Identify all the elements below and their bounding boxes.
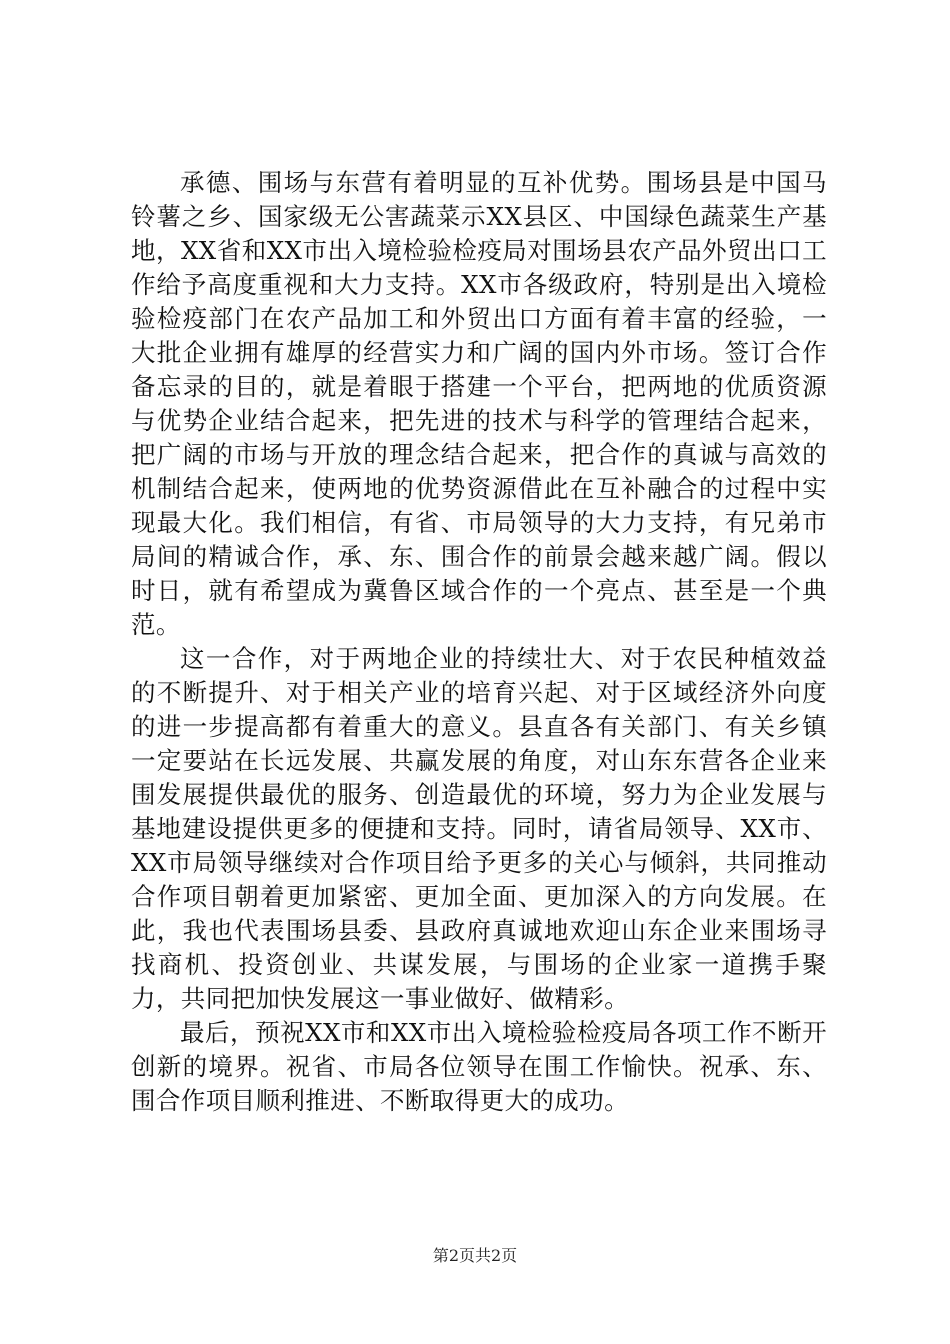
page-total: 共2页 [475, 1246, 518, 1265]
page-number: 第2页 [432, 1246, 475, 1265]
paragraph: 这一合作，对于两地企业的持续壮大、对于农民种植效益的不断提升、对于相关产业的培育兴起、对于区域经济外向度的进一步提高都有着重大的意义。县直各有关部门、有关乡镇一定要站在长远发展、共赢发展的角度，对山东东营各企业来围发展提供最优的服务、创造最优的环境，努力为企业发展与基地建设提供更多的便捷和支持。同时，请省局领导、XX市、XX市局领导继续对合作项目给予更多的关心与倾斜，共同推动合作项目朝着更加紧密、更加全面、更加深入的方向发展。在此，我也代表围场县委、县政府真诚地欢迎山东企业来围场寻找商机、投资创业、共谋发展，与围场的企业家一道携手聚力，共同把加快发展这一事业做好、做精彩。 [131, 644, 827, 1013]
paragraph: 最后，预祝XX市和XX市出入境检验检疫局各项工作不断开创新的境界。祝省、市局各位领导在围工作愉快。祝承、东、围合作项目顺利推进、不断取得更大的成功。 [131, 1018, 827, 1115]
page-footer [0, 1246, 950, 1266]
paragraph: 承德、围场与东营有着明显的互补优势。围场县是中国马铃薯之乡、国家级无公害蔬菜示XX县区、中国绿色蔬菜生产基地，XX省和XX市出入境检验检疫局对围场县农产品外贸出口工作给予高度重视和大力支持。XX市各级政府，特别是出入境检验检疫部门在农产品加工和外贸出口方面有着丰富的经验，一大批企业拥有雄厚的经营实力和广阔的国内外市场。签订合作备忘录的目的，就是着眼于搭建一个平台，把两地的优质资源与优势企业结合起来，把先进的技术与科学的管理结合起来，把广阔的市场与开放的理念结合起来，把合作的真诚与高效的机制结合起来，使两地的优势资源借此在互补融合的过程中实现最大化。我们相信，有省、市局领导的大力支持，有兄弟市局间的精诚合作，承、东、围合作的前景会越来越广阔。假以时日，就有希望成为冀鲁区域合作的一个亮点、甚至是一个典范。 [131, 168, 827, 639]
document-body [131, 166, 827, 1118]
